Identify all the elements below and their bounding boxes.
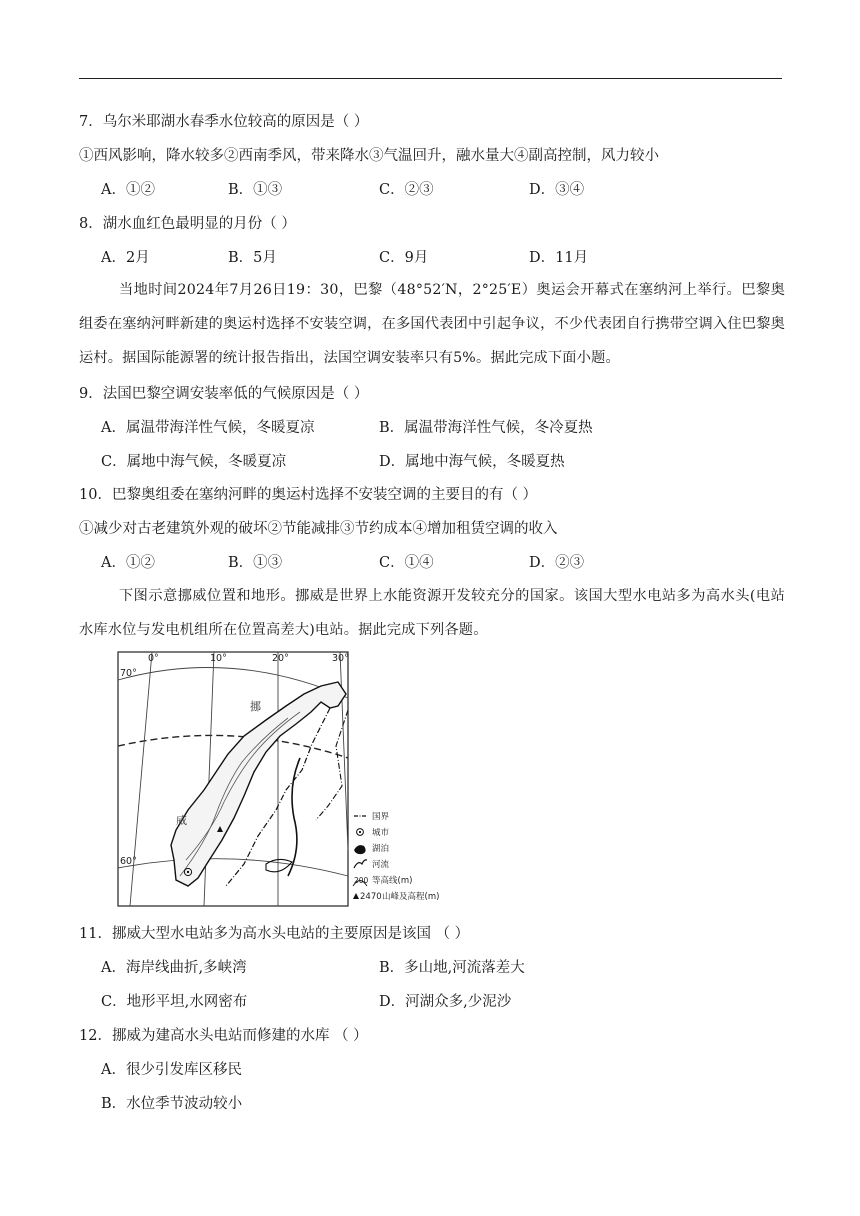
q10-option-b[interactable]: B．①③ bbox=[228, 555, 283, 571]
q7-option-a[interactable]: A．①② bbox=[101, 182, 155, 198]
q11-option-d[interactable]: D．河湖众多,少泥沙 bbox=[379, 994, 512, 1010]
q12-stem: 12．挪威为建高水头电站而修建的水库 （ ） bbox=[79, 1028, 368, 1044]
q8-option-d[interactable]: D．11月 bbox=[529, 250, 589, 266]
lake bbox=[266, 859, 292, 871]
q9-option-d[interactable]: D．属地中海气候，冬暖夏热 bbox=[379, 454, 565, 470]
q8-option-b[interactable]: B．5月 bbox=[228, 250, 277, 266]
q10-stem: 10．巴黎奥组委在塞纳河畔的奥运村选择不安装空调的主要目的有（ ） bbox=[79, 487, 538, 503]
legend-river-icon bbox=[354, 860, 367, 868]
header-rule bbox=[79, 78, 782, 79]
q9-stem: 9．法国巴黎空调安装率低的气候原因是（ ） bbox=[79, 386, 369, 402]
q7-option-b[interactable]: B．①③ bbox=[228, 182, 283, 198]
q11-option-c[interactable]: C．地形平坦,水网密布 bbox=[101, 994, 248, 1010]
q9-option-b[interactable]: B．属温带海洋性气候，冬冷夏热 bbox=[379, 420, 593, 436]
q9-option-a[interactable]: A．属温带海洋性气候，冬暖夏凉 bbox=[101, 420, 315, 436]
lon-label-30: 30° bbox=[332, 653, 349, 664]
legend-peak-label: 山峰及高程(m) bbox=[382, 892, 440, 902]
legend-city-icon-dot bbox=[359, 831, 361, 833]
q10-option-a[interactable]: A．①② bbox=[101, 555, 155, 571]
q7-stem: 7．乌尔米耶湖水春季水位较高的原因是（ ） bbox=[79, 114, 369, 130]
city-marker-dot bbox=[187, 871, 189, 873]
map-legend bbox=[353, 812, 439, 902]
legend-city-label: 城市 bbox=[372, 828, 390, 838]
lat-label-60: 60° bbox=[120, 856, 137, 867]
meridian-30 bbox=[340, 652, 348, 850]
q12-option-a[interactable]: A．很少引发库区移民 bbox=[101, 1062, 242, 1078]
legend-lake-icon bbox=[354, 845, 366, 854]
passage-norway-text: 下图示意挪威位置和地形。挪威是世界上水能资源开发较充分的国家。该国大型水电站多为高水头(电站水库水位与发电机组所在位置高差大)电站。据此完成下列各题。 bbox=[79, 588, 785, 638]
map-place-label: 威 bbox=[176, 814, 187, 827]
legend-river-label: 河流 bbox=[372, 860, 390, 870]
q7-option-d[interactable]: D．③④ bbox=[529, 182, 585, 198]
legend-border-label: 国界 bbox=[372, 812, 390, 822]
q10-option-c[interactable]: C．①④ bbox=[379, 555, 434, 571]
q11-option-a[interactable]: A．海岸线曲折,多峡湾 bbox=[101, 960, 247, 976]
passage-norway bbox=[79, 579, 785, 647]
q12-option-b[interactable]: B．水位季节波动较小 bbox=[101, 1096, 243, 1112]
parallel-60 bbox=[118, 859, 348, 876]
lon-label-0: 0° bbox=[148, 653, 159, 664]
passage-paris-text: 当地时间2024年7月26日19：30，巴黎（48°52′N，2°25′E）奥运会开幕式在塞纳河上举行。巴黎奥组委在塞纳河畔新建的奥运村选择不安装空调，在多国代表团中引起争议，不少代表团自行携带空调入住巴黎奥运村。据国际能源署的统计报告指出，法国空调安装率只有5%。据此完成下面小题。 bbox=[79, 282, 785, 366]
q11-option-b[interactable]: B．多山地,河流落差大 bbox=[379, 960, 525, 976]
legend-peak-value: 2470 bbox=[360, 892, 382, 902]
legend-contour-value: 200 bbox=[354, 876, 369, 885]
q8-option-a[interactable]: A．2月 bbox=[101, 250, 150, 266]
legend-contour-label: 等高线(m) bbox=[372, 876, 413, 886]
legend-lake-label: 湖泊 bbox=[372, 844, 390, 854]
q8-stem: 8．湖水血红色最明显的月份（ ） bbox=[79, 216, 296, 232]
meridian-0 bbox=[130, 652, 152, 906]
lon-label-20: 20° bbox=[272, 653, 289, 664]
q7-items: ①西风影响，降水较多②西南季风，带来降水③气温回升，融水量大④副高控制，风力较小 bbox=[79, 148, 659, 164]
norway-map bbox=[116, 650, 496, 908]
q7-option-c[interactable]: C．②③ bbox=[379, 182, 434, 198]
q11-stem: 11．挪威大型水电站多为高水头电站的主要原因是该国 （ ） bbox=[79, 926, 470, 942]
lon-label-10: 10° bbox=[210, 653, 227, 664]
q10-items: ①减少对古老建筑外观的破坏②节能减排③节约成本④增加租赁空调的收入 bbox=[79, 521, 558, 537]
q10-option-d[interactable]: D．②③ bbox=[529, 555, 585, 571]
q8-option-c[interactable]: C．9月 bbox=[379, 250, 429, 266]
lat-label-70: 70° bbox=[120, 668, 137, 679]
map-place-label: 挪 bbox=[250, 700, 261, 713]
legend-peak-icon bbox=[353, 893, 359, 899]
passage-paris bbox=[79, 273, 785, 375]
q9-option-c[interactable]: C．属地中海气候，冬暖夏凉 bbox=[101, 454, 287, 470]
